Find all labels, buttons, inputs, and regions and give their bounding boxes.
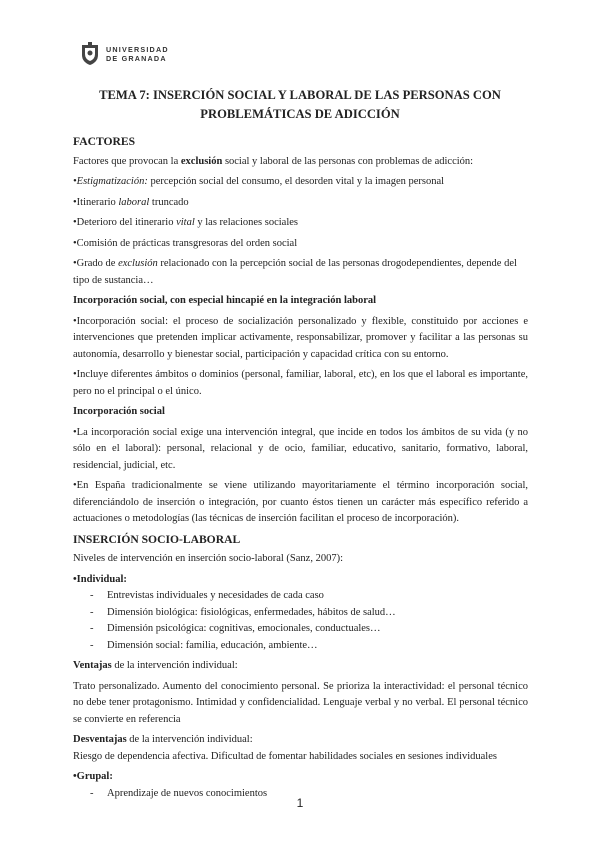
factores-intro: Factores que provocan la exclusión social y laboral de las personas con problemas de adicción:	[73, 155, 474, 167]
university-name-line1: UNIVERSIDAD	[106, 45, 169, 54]
list-item: - Dimensión psicológica: cognitivas, emocionales, conductuales…	[73, 621, 528, 638]
factores-bullet-grado-exclusion: •Grado de exclusión relacionado con la percepción social de las personas drogodependientes, depende del tipo de sustancia…	[73, 258, 517, 286]
list-item: - Dimensión biológica: fisiológicas, enfermedades, hábitos de salud…	[73, 605, 528, 622]
list-item: - Entrevistas individuales y necesidades de cada caso	[73, 588, 528, 605]
incorporacion-social-paragraph-1: •La incorporación social exige una intervención integral, que incide en todos los ámbitos de su vida (y no sólo en el laboral): personal, relacional y de ocio, familiar, educativo, sanitario, formativo, laboral, residencial, judicial, etc.	[73, 426, 528, 471]
factores-bullet-itinerario-laboral: •Itinerario laboral truncado	[73, 196, 189, 208]
factores-bullet-comision: •Comisión de prácticas transgresoras del orden social	[73, 237, 298, 249]
section-heading-insercion: INSERCIÓN SOCIO-LABORAL	[73, 532, 241, 546]
desventajas-text: Riesgo de dependencia afectiva. Dificultad de fomentar habilidades sociales en sesiones individuales	[73, 750, 497, 762]
desventajas-heading: Desventajas de la intervención individual:	[73, 734, 253, 745]
grupal-label: •Grupal:	[73, 771, 113, 782]
insercion-intro: Niveles de intervención en inserción socio-laboral (Sanz, 2007):	[73, 553, 343, 564]
factores-bullet-estigmatizacion: •Estigmatización: percepción social del consumo, el desorden vital y la imagen personal	[73, 176, 445, 187]
section-heading-factores: FACTORES	[73, 135, 136, 148]
university-name-line2: DE GRANADA	[106, 54, 167, 63]
ventajas-heading: Ventajas de la intervención individual:	[73, 660, 238, 671]
section-heading-incorporacion-laboral: Incorporación social, con especial hincapié en la integración laboral	[73, 295, 377, 306]
university-crest-icon	[80, 42, 100, 66]
individual-list	[73, 588, 528, 654]
incorporacion-laboral-paragraph-2: •Incluye diferentes ámbitos o dominios (personal, familiar, laboral, etc), en los que el laboral es importante, pero no el principal o el único.	[73, 369, 528, 397]
factores-bullet-itinerario-vital: •Deterioro del itinerario vital y las relaciones sociales	[73, 217, 298, 228]
incorporacion-social-paragraph-2: •En España tradicionalmente se viene utilizando mayoritariamente el término incorporación social, diferenciándolo de inserción o integración, por cuanto éstos tienen un carácter más específico referido a actuaciones o metodologías (las técnicas de inserción facilitan el proceso de incorporación).	[73, 480, 528, 524]
list-item: - Aprendizaje de nuevos conocimientos	[73, 786, 528, 803]
individual-label: •Individual:	[73, 573, 127, 585]
page-number: 1	[296, 796, 304, 810]
list-item: - Dimensión social: familia, educación, ambiente…	[73, 638, 528, 655]
section-heading-incorporacion-social: Incorporación social	[73, 406, 165, 417]
incorporacion-laboral-paragraph-1: •Incorporación social: el proceso de socialización personalizado y flexible, constituido por acciones e intervenciones que pretenden implicar activamente, responsabilizar, promover y facilitar a las personas su autonomía, desarrollo y bienestar social, participación y capacidad crítica con su entorno.	[73, 315, 528, 360]
university-name	[106, 45, 169, 63]
document-body	[73, 134, 528, 802]
document-title: TEMA 7: INSERCIÓN SOCIAL Y LABORAL DE LAS PERSONAS CON PROBLEMÁTICAS DE ADICCIÓN	[99, 88, 501, 121]
ventajas-text: Trato personalizado. Aumento del conocimiento personal. Se prioriza la interactividad: el personal técnico no debe tener protagonismo. Intimidad y confidencialidad. Lenguaje verbal y no verbal. El personal técnico se convierte en referencia	[73, 680, 528, 725]
university-logo	[80, 40, 169, 68]
